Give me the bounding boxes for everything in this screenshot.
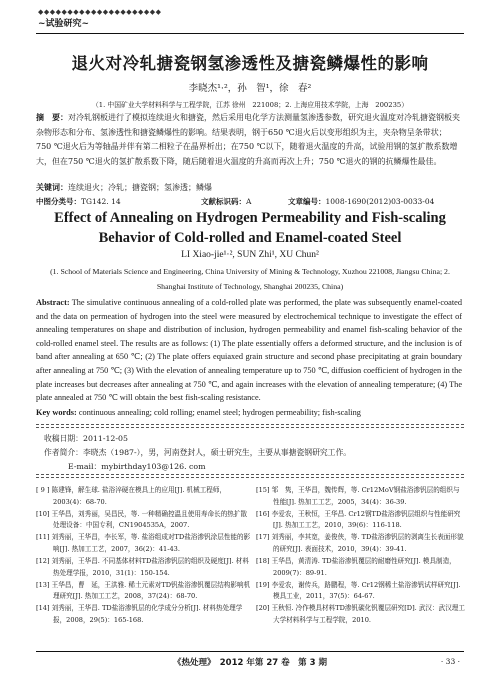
reference-text: 王华昌，曹 延，王洪雅. 稀土元素对TD钒盐浴渗钒覆层结构影响机理研究[J]. 热加工工艺，2008，37(24)：68-70.	[51, 580, 251, 601]
english-title: Effect of Annealing on Hydrogen Permeability and Fish-scaling Behavior of Cold-rolled and Enamel-coated Steel	[54, 210, 446, 246]
clc-label: 中图分类号：	[36, 197, 81, 206]
english-authors: LI Xiao-jie¹·², SUN Zhi¹, XU Chun²	[181, 250, 319, 260]
reference-text: 王秋恒. 冷作模具材料TD渗钒碳化钒覆层研究[D]. 武汉：武汉理工大学材料科学与工程学院，2010.	[271, 604, 465, 625]
reference-item	[36, 556, 251, 579]
chinese-abstract-label: 摘 要：	[36, 113, 68, 122]
dashed-divider	[36, 427, 464, 428]
chinese-keywords-label: 关键词：	[36, 183, 68, 192]
reference-number: [18]	[256, 557, 270, 566]
reference-text: 陈建锋，解生球. 盐浴淬硬在模具上的应用[J]. 机械工程师，2003(4)：68-70.	[51, 486, 227, 506]
footer-rule	[36, 651, 464, 652]
reference-text: 李爱农，王秋恒，王华昌. Cr12钢TD盐浴渗钒层组织与性能研究[J]. 热加工工艺，2010，39(6)：116-118.	[271, 509, 461, 530]
journal-footer: 《热处理》 2012 年第 27 卷 第 3 期	[173, 658, 327, 668]
references-right-column	[256, 485, 466, 627]
received-date: 收稿日期：2011-12-05	[44, 434, 128, 443]
english-abstract-text: The simulative continuous annealing of a cold-rolled plate was performed, the plate was subsequently enamel-coated and the data on permeation of hydrogen into the steel were measured by electrochemical technique to investigate the effect of annealing temperatures on shape and distribution of inclusion, hydrogen permeability and enamel fish-scaling behavior of the cold-rolled enamel steel. The results are as follows: (1) The plate essentially offers a deformed structure, and the inclusion is of band after annealing at 650 ℃; (2) The plate offers equiaxed grain structure and second phase precipitating at grain boundary after annealing at 750 ℃; (3) With the elevation of annealing temperature up to 750 ℃, diffusion coefficient of hydrogen in the plate increases but decreases after annealing at 750 ℃, and again increases with the elevation of annealing temperature; (4) The plate annealed at 750 ℃ will obtain the best fish-scaling resistance.	[36, 298, 462, 403]
reference-number: [12]	[36, 557, 50, 566]
dashed-divider	[36, 477, 464, 478]
reference-number: [17]	[256, 533, 270, 542]
dashed-divider	[36, 424, 464, 425]
reference-number: [13]	[36, 580, 50, 589]
author-bio: 作者简介：李晓杰（1987-），男，河南登封人，硕士研究生，主要从事搪瓷钢研究工作。	[44, 448, 352, 457]
reference-number: [15]	[256, 486, 270, 494]
reference-text: 邹 隽，王华昌，魏传辉，等. Cr12MoV钢盐浴渗钒层的组织与性能[J]. 热加工工艺，2005，34(4)：36-39.	[271, 486, 460, 506]
reference-number: [ 9 ]	[36, 486, 50, 494]
reference-number: [10]	[36, 509, 50, 518]
english-keywords-text: continuous annealing; cold rolling; enamel steel; hydrogen permeability; fish-scaling	[78, 408, 361, 417]
doc-code-field	[201, 196, 251, 207]
chinese-keywords	[36, 182, 462, 193]
reference-item	[36, 532, 251, 555]
article-no-label: 文章编号：	[288, 197, 326, 206]
author-email: E-mail：mybirthday103@126. com	[68, 462, 206, 471]
reference-text: 刘秀丽，王华昌. 不同基体材料TD盐浴渗钒层的组织及硬度[J]. 材料热处理学报，2010，31(1)：150-154.	[51, 557, 249, 577]
chinese-abstract-text: 对冷轧钢板进行了模拟连续退火和搪瓷，然后采用电化学方法测量氢渗透参数，研究退火温度对冷轧搪瓷钢板夹杂物形态和分布、氢渗透性和搪瓷鳞爆性的影响。结果表明，钢于650 ℃退火后以变形组织为主，夹杂物呈条带状；750 ℃退火后为等轴晶并伴有第二相粒子在晶界析出；在750 ℃以下，随着退火温度的升高，试验用钢的氢扩散系数增大，但在750 ℃退火的氢扩散系数下降，随后随着退火温度的升高而再次上升；750 ℃退火的钢的抗鳞爆性最佳。	[36, 113, 460, 166]
reference-number: [19]	[256, 580, 270, 589]
reference-item	[36, 580, 251, 603]
reference-number: [11]	[36, 533, 50, 542]
reference-text: 刘秀丽，李其宽，姜俊侠，等. TD盐浴渗钒层的剥离生长表面形貌的研究[J]. 表面技术，2010，39(4)：39-41.	[271, 533, 464, 553]
reference-item	[36, 603, 251, 626]
english-keywords	[36, 408, 462, 417]
reference-item	[256, 556, 466, 579]
reference-text: 李爱农，谢传兵，路鹏程，等. Cr12钢稀土盐浴渗钒试样研究[J]. 模具工业，2011，37(5)：64-67.	[271, 580, 461, 601]
reference-number: [16]	[256, 509, 270, 518]
article-no-value: 1008-1690(2012)03-0033-04	[325, 197, 435, 206]
reference-text: 王华昌，刘秀丽，吴昌民，等. 一种精确控温且使用寿命长的热扩散处理设备：中国专利，CN1904535A，2007.	[51, 509, 248, 530]
reference-text: 王华昌，黄清涛. TD盐浴渗钒覆层的耐磨性研究[J]. 模具制造，2009(7)：89-91.	[271, 557, 456, 577]
reference-item	[256, 532, 466, 555]
reference-item	[256, 485, 466, 508]
doc-code-value: A	[246, 197, 252, 206]
english-abstract	[36, 296, 462, 405]
clc-value: TG142. 14	[81, 197, 121, 206]
reference-number: [20]	[256, 604, 270, 613]
chinese-title: 退火对冷轧搪瓷钢氢渗透性及搪瓷鳞爆性的影响	[71, 54, 429, 73]
clc-field	[36, 196, 121, 207]
reference-item	[256, 580, 466, 603]
chinese-authors: 李晓杰¹·²，孙 智¹，徐 春²	[188, 83, 312, 94]
english-affiliation: (1. School of Materials Science and Engineering, China University of Mining & Technology, Xuzhou 221008, Jiangsu China; 2. Shanghai Institute of Technology, Shanghai 200235, China)	[50, 267, 450, 291]
reference-item	[36, 509, 251, 532]
header-rule	[36, 33, 464, 34]
english-abstract-label: Abstract:	[36, 298, 70, 307]
chinese-affiliation: （1. 中国矿业大学材料科学与工程学院，江苏 徐州 221008；2. 上海应用技术学院，上海 200235）	[91, 101, 409, 109]
reference-item	[36, 485, 251, 508]
english-keywords-label: Key words:	[36, 408, 77, 417]
header-dots: ◆◆◆◆◆◆◆◆◆◆◆◆◆◆◆◆◆◆◆◆◆	[38, 8, 162, 16]
dashed-divider	[36, 474, 464, 475]
doc-code-label: 文献标识码：	[201, 197, 246, 206]
article-no-field	[288, 196, 434, 207]
reference-text: 刘秀丽，王华昌，李长军，等. 盐浴组成对TD盐浴渗钒涂层性能的影响[J]. 热加工工艺，2007，36(2)：41-43.	[51, 533, 251, 553]
reference-text: 刘秀丽，王华昌. TD盐浴渗钒层的化学成分分析[J]. 材料热处理学报，2008，29(5)：165-168.	[51, 604, 243, 625]
section-label: ~试验研究~	[38, 19, 90, 29]
references-left-column	[36, 485, 251, 627]
chinese-keywords-text: 连续退火；冷轧；搪瓷钢；氢渗透；鳞爆	[68, 183, 212, 192]
reference-item	[256, 603, 466, 626]
reference-item	[256, 509, 466, 532]
reference-number: [14]	[36, 604, 50, 613]
chinese-abstract	[36, 111, 462, 169]
page-number: · 33 ·	[440, 657, 460, 666]
